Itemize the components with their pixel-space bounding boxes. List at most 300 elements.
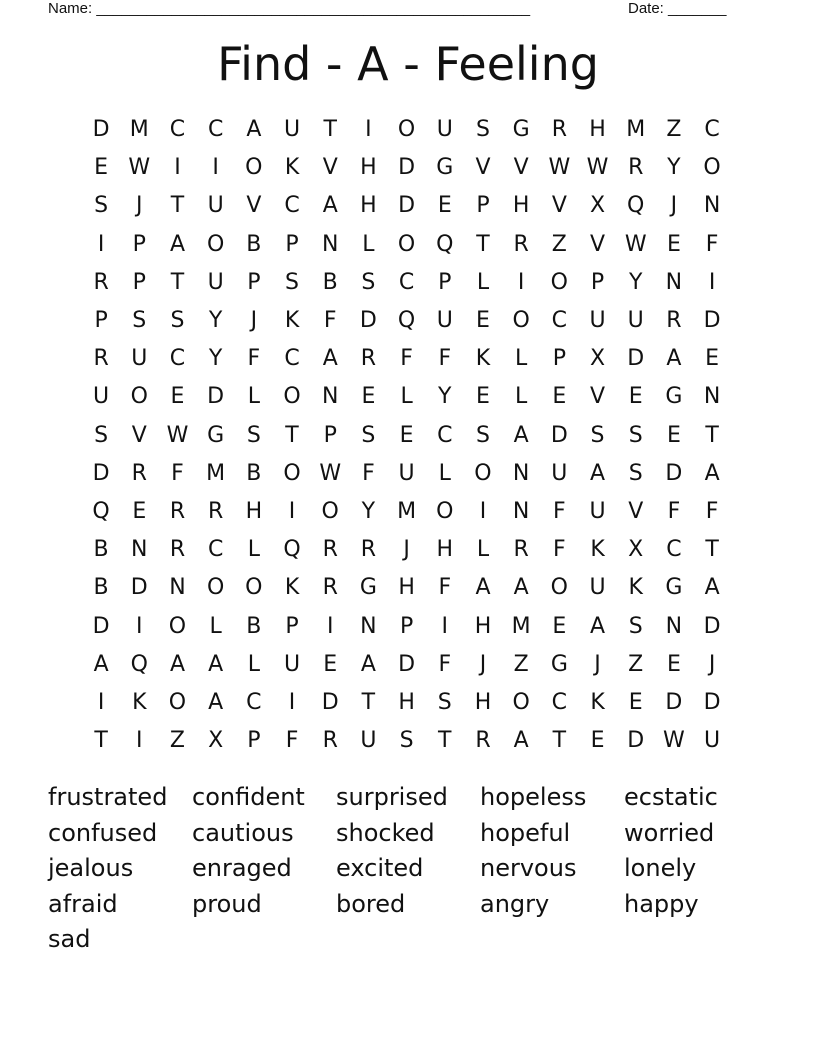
grid-letter: D bbox=[665, 460, 683, 486]
grid-letter: C bbox=[437, 422, 453, 448]
grid-letter: E bbox=[552, 613, 567, 639]
grid-letter: P bbox=[247, 269, 261, 295]
grid-letter: Q bbox=[627, 193, 645, 219]
grid-letter: E bbox=[666, 651, 681, 677]
grid-letter: F bbox=[705, 498, 719, 524]
grid-letter: O bbox=[512, 308, 530, 334]
grid-letter: A bbox=[322, 193, 338, 219]
grid-letter: I bbox=[136, 613, 143, 639]
grid-row bbox=[82, 684, 732, 722]
grid-letter: I bbox=[136, 728, 143, 754]
grid-letter: I bbox=[326, 613, 334, 639]
grid-letter: N bbox=[512, 460, 530, 486]
grid-row bbox=[82, 264, 732, 302]
grid-letter: A bbox=[704, 460, 720, 486]
grid-letter: N bbox=[703, 193, 721, 219]
grid-letter: P bbox=[94, 308, 108, 334]
grid-letter: I bbox=[174, 155, 181, 181]
grid-letter: U bbox=[398, 460, 415, 486]
grid-letter: S bbox=[285, 269, 300, 295]
grid-letter: A bbox=[475, 575, 491, 601]
grid-letter: A bbox=[93, 651, 109, 677]
grid-letter: F bbox=[247, 346, 261, 372]
grid-letter: L bbox=[476, 269, 490, 295]
grid-letter: D bbox=[550, 422, 568, 448]
grid-letter: E bbox=[361, 384, 376, 410]
grid-letter: F bbox=[400, 346, 413, 372]
grid-letter: V bbox=[590, 231, 606, 257]
grid-letter: B bbox=[246, 613, 262, 639]
grid-letter: D bbox=[321, 689, 339, 715]
grid-letter: L bbox=[400, 384, 413, 410]
grid-row bbox=[82, 569, 732, 607]
grid-letter: H bbox=[245, 498, 263, 524]
grid-letter: E bbox=[399, 422, 414, 448]
grid-letter: M bbox=[511, 613, 531, 639]
grid-letter: J bbox=[670, 193, 678, 219]
grid-letter: H bbox=[512, 193, 530, 219]
grid-letter: O bbox=[550, 269, 568, 295]
grid-letter: O bbox=[206, 575, 225, 601]
grid-letter: K bbox=[590, 537, 605, 563]
grid-letter: C bbox=[666, 537, 682, 563]
grid-letter: Y bbox=[667, 155, 681, 181]
grid-letter: Q bbox=[397, 308, 416, 334]
grid-letter: A bbox=[513, 575, 529, 601]
grid-letter: E bbox=[628, 384, 643, 410]
grid-letter: E bbox=[476, 384, 490, 410]
grid-letter: G bbox=[665, 384, 683, 410]
grid-letter: C bbox=[207, 117, 224, 143]
grid-letter: N bbox=[703, 384, 721, 410]
grid-letter: D bbox=[703, 689, 721, 715]
grid-letter: R bbox=[93, 346, 109, 372]
grid-row bbox=[82, 722, 732, 760]
grid-letter: F bbox=[667, 498, 681, 524]
grid-letter: C bbox=[246, 689, 262, 715]
grid-row bbox=[82, 111, 732, 149]
grid-letter: A bbox=[169, 651, 185, 677]
grid-letter: P bbox=[476, 193, 490, 219]
grid-row bbox=[82, 378, 732, 416]
grid-letter: U bbox=[704, 728, 721, 754]
grid-letter: O bbox=[206, 231, 225, 257]
grid-letter: N bbox=[512, 498, 530, 524]
grid-letter: D bbox=[703, 308, 721, 334]
grid-letter: O bbox=[397, 231, 416, 257]
grid-letter: P bbox=[438, 269, 452, 295]
grid-letter: J bbox=[479, 651, 487, 677]
grid-letter: E bbox=[437, 193, 452, 219]
grid-letter: D bbox=[92, 117, 110, 143]
word-bank-item: sad bbox=[48, 925, 91, 953]
grid-letter: Y bbox=[361, 498, 376, 524]
grid-letter: T bbox=[170, 269, 185, 295]
grid-letter: B bbox=[93, 537, 109, 563]
grid-letter: T bbox=[170, 193, 185, 219]
word-bank-item: confused bbox=[48, 818, 158, 847]
grid-letter: A bbox=[513, 422, 529, 448]
grid-letter: B bbox=[93, 575, 109, 601]
grid-row bbox=[82, 149, 732, 187]
date-field-label: Date: _______ bbox=[628, 0, 727, 17]
grid-letter: Y bbox=[628, 269, 643, 295]
grid-letter: F bbox=[553, 498, 566, 524]
grid-letter: X bbox=[589, 193, 606, 219]
grid-letter: J bbox=[594, 651, 601, 677]
grid-letter: G bbox=[550, 651, 568, 677]
grid-letter: R bbox=[131, 460, 147, 486]
grid-letter: S bbox=[399, 728, 414, 754]
grid-letter: Z bbox=[551, 231, 567, 257]
grid-letter: D bbox=[627, 728, 645, 754]
grid-letter: E bbox=[552, 384, 567, 410]
grid-letter: V bbox=[513, 155, 529, 181]
word-bank-item: confident bbox=[192, 783, 305, 811]
grid-row bbox=[82, 226, 732, 264]
grid-letter: N bbox=[169, 575, 186, 601]
grid-letter: K bbox=[284, 308, 300, 334]
grid-letter: T bbox=[323, 117, 337, 143]
word-bank-item: hopeful bbox=[480, 818, 571, 847]
page-title: Find - A - Feeling bbox=[217, 37, 599, 91]
grid-row bbox=[82, 455, 732, 493]
grid-letter: V bbox=[475, 155, 491, 181]
grid-letter: I bbox=[479, 498, 487, 524]
grid-letter: F bbox=[438, 651, 452, 677]
grid-letter: I bbox=[212, 155, 219, 181]
grid-letter: H bbox=[474, 689, 492, 715]
grid-letter: U bbox=[627, 308, 644, 334]
grid-letter: V bbox=[590, 384, 606, 410]
grid-letter: A bbox=[169, 231, 185, 257]
grid-letter: P bbox=[247, 728, 261, 754]
grid-letter: U bbox=[207, 193, 224, 219]
grid-letter: R bbox=[551, 117, 567, 143]
name-field-label: Name: ____________________________________________________ bbox=[48, 0, 531, 17]
grid-letter: X bbox=[589, 346, 606, 372]
grid-letter: D bbox=[92, 460, 110, 486]
grid-letter: L bbox=[247, 384, 260, 410]
grid-letter: S bbox=[94, 193, 109, 219]
grid-letter: R bbox=[360, 346, 377, 372]
grid-letter: U bbox=[589, 308, 606, 334]
grid-letter: L bbox=[438, 460, 451, 486]
grid-letter: R bbox=[513, 537, 529, 563]
grid-letter: L bbox=[209, 613, 222, 639]
grid-letter: C bbox=[551, 308, 568, 334]
grid-letter: U bbox=[283, 117, 301, 143]
grid-letter: H bbox=[360, 193, 377, 219]
grid-letter: E bbox=[590, 728, 605, 754]
grid-letter: R bbox=[169, 537, 186, 563]
grid-letter: H bbox=[398, 689, 415, 715]
word-bank-item: shocked bbox=[336, 818, 435, 847]
grid-letter: E bbox=[94, 155, 109, 181]
grid-letter: F bbox=[171, 460, 184, 486]
grid-letter: P bbox=[399, 613, 414, 639]
grid-letter: A bbox=[513, 728, 529, 754]
grid-letter: R bbox=[322, 537, 338, 563]
grid-letter: A bbox=[590, 460, 606, 486]
word-bank-item: lonely bbox=[624, 854, 697, 882]
grid-letter: K bbox=[284, 155, 300, 181]
grid-letter: U bbox=[551, 460, 568, 486]
grid-letter: B bbox=[322, 269, 338, 295]
grid-letter: Z bbox=[628, 651, 644, 677]
grid-letter: T bbox=[476, 231, 490, 257]
grid-letter: O bbox=[512, 689, 530, 715]
grid-letter: K bbox=[590, 689, 605, 715]
grid-letter: T bbox=[438, 728, 452, 754]
header bbox=[48, 0, 748, 20]
grid-letter: U bbox=[436, 117, 453, 143]
grid-letter: N bbox=[665, 269, 683, 295]
word-bank-item: ecstatic bbox=[624, 783, 718, 811]
word-bank-item: cautious bbox=[192, 818, 294, 847]
grid-letter: N bbox=[131, 537, 148, 563]
grid-letter: A bbox=[322, 346, 338, 372]
grid-letter: D bbox=[703, 613, 721, 639]
grid-letter: S bbox=[437, 689, 452, 715]
grid-letter: J bbox=[136, 193, 143, 219]
grid-letter: X bbox=[208, 728, 224, 754]
word-bank-item: frustrated bbox=[48, 783, 168, 811]
grid-letter: M bbox=[397, 498, 417, 524]
word-bank-item: surprised bbox=[336, 783, 448, 811]
grid-letter: O bbox=[397, 117, 416, 143]
grid-letter: C bbox=[169, 117, 186, 143]
grid-letter: I bbox=[517, 269, 525, 295]
grid-letter: Y bbox=[208, 346, 223, 372]
grid-letter: R bbox=[513, 231, 529, 257]
grid-letter: J bbox=[403, 537, 410, 563]
grid-letter: P bbox=[590, 269, 605, 295]
grid-letter: Z bbox=[169, 728, 185, 754]
grid-letter: S bbox=[170, 308, 185, 334]
word-bank-item: excited bbox=[336, 854, 424, 882]
grid-letter: O bbox=[550, 575, 568, 601]
word-search-grid bbox=[82, 111, 732, 760]
word-bank-item: nervous bbox=[480, 854, 577, 882]
grid-row bbox=[82, 302, 732, 340]
grid-letter: K bbox=[284, 575, 300, 601]
grid-letter: I bbox=[288, 689, 296, 715]
grid-letter: U bbox=[283, 651, 301, 677]
grid-letter: P bbox=[552, 346, 566, 372]
grid-letter: E bbox=[132, 498, 147, 524]
grid-letter: R bbox=[475, 728, 491, 754]
grid-letter: X bbox=[628, 537, 644, 563]
word-bank-item: proud bbox=[192, 889, 262, 918]
grid-letter: V bbox=[551, 193, 567, 219]
grid-letter: S bbox=[475, 117, 490, 143]
grid-letter: T bbox=[361, 689, 376, 715]
grid-letter: O bbox=[474, 460, 492, 486]
grid-letter: T bbox=[94, 728, 108, 754]
grid-letter: O bbox=[168, 613, 187, 639]
grid-letter: U bbox=[436, 308, 453, 334]
grid-letter: F bbox=[323, 308, 337, 334]
grid-letter: L bbox=[247, 651, 260, 677]
grid-letter: Y bbox=[208, 308, 223, 334]
grid-letter: P bbox=[285, 613, 299, 639]
grid-letter: T bbox=[285, 422, 299, 448]
grid-letter: A bbox=[704, 575, 720, 601]
grid-row bbox=[82, 646, 732, 684]
grid-letter: R bbox=[628, 155, 644, 181]
grid-letter: F bbox=[362, 460, 375, 486]
grid-letter: P bbox=[285, 231, 299, 257]
grid-letter: P bbox=[132, 231, 146, 257]
grid-letter: T bbox=[705, 537, 719, 563]
grid-letter: C bbox=[398, 269, 415, 295]
grid-letter: E bbox=[323, 651, 338, 677]
grid-letter: I bbox=[97, 231, 105, 257]
grid-letter: S bbox=[628, 613, 643, 639]
grid-letter: Q bbox=[436, 231, 454, 257]
grid-letter: Q bbox=[92, 498, 110, 524]
grid-letter: G bbox=[359, 575, 377, 601]
grid-letter: A bbox=[666, 346, 682, 372]
grid-letter: U bbox=[589, 498, 606, 524]
grid-letter: A bbox=[590, 613, 606, 639]
grid-letter: F bbox=[553, 537, 566, 563]
grid-letter: O bbox=[321, 498, 339, 524]
grid-letter: B bbox=[246, 231, 262, 257]
grid-letter: R bbox=[322, 575, 338, 601]
grid-letter: F bbox=[705, 231, 719, 257]
word-bank-item: afraid bbox=[48, 889, 118, 918]
grid-letter: W bbox=[624, 231, 647, 257]
grid-row bbox=[82, 187, 732, 225]
grid-letter: E bbox=[666, 422, 681, 448]
grid-letter: L bbox=[247, 537, 260, 563]
grid-letter: Z bbox=[513, 651, 529, 677]
grid-letter: U bbox=[207, 269, 224, 295]
grid-letter: W bbox=[166, 422, 189, 448]
grid-letter: J bbox=[250, 308, 258, 334]
grid-row bbox=[82, 340, 732, 378]
grid-letter: C bbox=[207, 537, 224, 563]
grid-letter: P bbox=[323, 422, 337, 448]
grid-letter: R bbox=[169, 498, 186, 524]
grid-row bbox=[82, 607, 732, 645]
grid-letter: C bbox=[284, 193, 300, 219]
grid-row bbox=[82, 417, 732, 455]
grid-letter: R bbox=[208, 498, 224, 524]
grid-letter: N bbox=[360, 613, 377, 639]
grid-letter: R bbox=[322, 728, 338, 754]
grid-letter: O bbox=[283, 384, 301, 410]
grid-letter: S bbox=[361, 269, 376, 295]
grid-letter: S bbox=[628, 422, 643, 448]
grid-letter: G bbox=[436, 155, 454, 181]
grid-letter: F bbox=[438, 575, 452, 601]
grid-letter: G bbox=[512, 117, 530, 143]
grid-letter: U bbox=[131, 346, 148, 372]
grid-letter: M bbox=[206, 460, 226, 486]
grid-letter: I bbox=[708, 269, 716, 295]
grid-letter: C bbox=[551, 689, 568, 715]
grid-letter: O bbox=[130, 384, 148, 410]
word-bank-item: enraged bbox=[192, 854, 292, 882]
grid-letter: K bbox=[475, 346, 491, 372]
grid-letter: L bbox=[515, 346, 528, 372]
grid-letter: W bbox=[663, 728, 685, 754]
grid-letter: H bbox=[398, 575, 415, 601]
grid-letter: S bbox=[628, 460, 643, 486]
grid-letter: F bbox=[438, 346, 452, 372]
grid-letter: O bbox=[168, 689, 187, 715]
grid-letter: V bbox=[131, 422, 147, 448]
grid-letter: Z bbox=[666, 117, 682, 143]
word-bank-item: happy bbox=[624, 889, 699, 918]
grid-letter: N bbox=[321, 384, 339, 410]
grid-letter: V bbox=[246, 193, 262, 219]
word-bank-item: jealous bbox=[48, 854, 134, 882]
word-bank-item: hopeless bbox=[480, 783, 587, 811]
grid-letter: D bbox=[398, 155, 416, 181]
grid-letter: E bbox=[666, 231, 681, 257]
grid-letter: H bbox=[360, 155, 377, 181]
grid-letter: W bbox=[128, 155, 151, 181]
grid-letter: Q bbox=[130, 651, 148, 677]
grid-letter: K bbox=[628, 575, 643, 601]
grid-letter: G bbox=[665, 575, 683, 601]
grid-letter: R bbox=[666, 308, 682, 334]
grid-letter: L bbox=[476, 537, 490, 563]
grid-letter: M bbox=[129, 117, 149, 143]
grid-letter: L bbox=[515, 384, 528, 410]
grid-row bbox=[82, 493, 732, 531]
grid-row bbox=[82, 531, 732, 569]
grid-letter: D bbox=[398, 193, 416, 219]
grid-letter: J bbox=[708, 651, 716, 677]
grid-letter: O bbox=[245, 155, 263, 181]
grid-letter: D bbox=[627, 346, 645, 372]
word-bank bbox=[48, 780, 768, 958]
grid-letter: B bbox=[246, 460, 262, 486]
grid-letter: D bbox=[398, 651, 416, 677]
grid-letter: O bbox=[703, 155, 721, 181]
grid-letter: K bbox=[132, 689, 147, 715]
grid-letter: M bbox=[626, 117, 646, 143]
grid-letter: S bbox=[361, 422, 376, 448]
grid-letter: E bbox=[476, 308, 490, 334]
grid-letter: O bbox=[436, 498, 454, 524]
grid-letter: I bbox=[365, 117, 372, 143]
grid-letter: U bbox=[360, 728, 377, 754]
grid-letter: O bbox=[283, 460, 301, 486]
grid-letter: C bbox=[169, 346, 186, 372]
grid-letter: H bbox=[474, 613, 492, 639]
grid-letter: Q bbox=[283, 537, 301, 563]
grid-letter: S bbox=[246, 422, 261, 448]
grid-letter: E bbox=[628, 689, 643, 715]
grid-letter: F bbox=[285, 728, 299, 754]
grid-letter: U bbox=[93, 384, 110, 410]
grid-letter: O bbox=[245, 575, 263, 601]
grid-letter: A bbox=[208, 651, 224, 677]
grid-letter: E bbox=[705, 346, 720, 372]
grid-letter: T bbox=[705, 422, 719, 448]
grid-letter: A bbox=[360, 651, 376, 677]
grid-letter: I bbox=[288, 498, 296, 524]
grid-letter: W bbox=[548, 155, 571, 181]
grid-letter: W bbox=[586, 155, 609, 181]
grid-letter: T bbox=[552, 728, 567, 754]
